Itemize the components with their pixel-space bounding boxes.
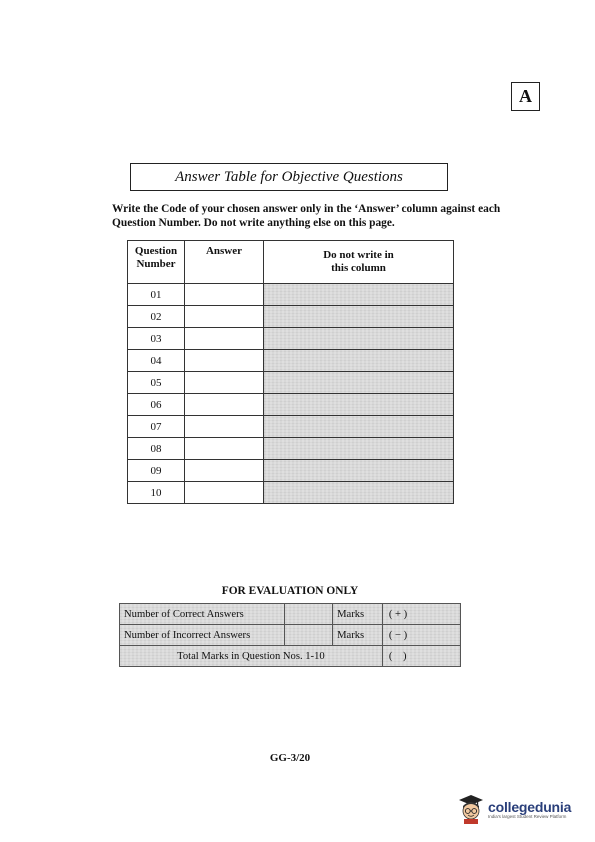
table-row	[128, 394, 454, 416]
shaded-examiner-cell	[264, 394, 454, 416]
answer-cell[interactable]	[185, 350, 264, 372]
shaded-examiner-cell	[264, 416, 454, 438]
table-row	[128, 306, 454, 328]
instructions-text: Write the Code of your chosen answer only in the ‘Answer’ column against each Question Number. Do not write anything else on this page.	[112, 203, 501, 229]
correct-answers-count-cell[interactable]	[285, 604, 333, 625]
question-number-cell: 06	[128, 394, 185, 416]
table-row	[128, 284, 454, 306]
shaded-examiner-cell	[264, 328, 454, 350]
graduate-mascot-icon	[458, 794, 484, 824]
table-row	[128, 350, 454, 372]
total-marks-row	[120, 646, 461, 667]
answer-cell[interactable]	[185, 328, 264, 350]
question-number-cell: 03	[128, 328, 185, 350]
answer-cell[interactable]	[185, 306, 264, 328]
question-number-cell: 09	[128, 460, 185, 482]
question-number-cell: 05	[128, 372, 185, 394]
page-title: Answer Table for Objective Questions	[130, 163, 448, 191]
table-row	[128, 482, 454, 504]
total-marks-cell[interactable]: ( )	[382, 646, 460, 667]
total-marks-label: Total Marks in Question Nos. 1-10	[120, 646, 383, 667]
question-number-cell: 07	[128, 416, 185, 438]
collegedunia-logo	[458, 794, 571, 824]
shaded-examiner-cell	[264, 284, 454, 306]
do-not-write-header: Do not write in this column	[264, 241, 454, 284]
correct-answers-row	[120, 604, 461, 625]
correct-answers-label: Number of Correct Answers	[120, 604, 285, 625]
question-number-cell: 10	[128, 482, 185, 504]
correct-marks-label: Marks	[333, 604, 383, 625]
incorrect-answers-count-cell[interactable]	[285, 625, 333, 646]
shaded-examiner-cell	[264, 460, 454, 482]
shaded-examiner-cell	[264, 482, 454, 504]
shaded-examiner-cell	[264, 372, 454, 394]
shaded-examiner-cell	[264, 350, 454, 372]
evaluation-heading: FOR EVALUATION ONLY	[221, 585, 359, 597]
incorrect-marks-label: Marks	[333, 625, 383, 646]
evaluation-table	[119, 603, 461, 667]
question-number-cell: 04	[128, 350, 185, 372]
answer-header: Answer	[185, 241, 264, 284]
logo-tagline: India's largest Student Review Platform	[488, 814, 567, 819]
question-number-cell: 01	[128, 284, 185, 306]
paper-set-code: A	[511, 82, 540, 111]
minus-marks-cell[interactable]: ( − )	[382, 625, 460, 646]
table-row	[128, 438, 454, 460]
question-number-header: Question Number	[128, 241, 185, 284]
answer-table	[127, 240, 454, 504]
answer-cell[interactable]	[185, 482, 264, 504]
answer-cell[interactable]	[185, 284, 264, 306]
answer-cell[interactable]	[185, 438, 264, 460]
incorrect-answers-row	[120, 625, 461, 646]
answer-cell[interactable]	[185, 460, 264, 482]
answer-cell[interactable]	[185, 394, 264, 416]
question-number-cell: 02	[128, 306, 185, 328]
logo-name: collegedunia	[488, 799, 572, 815]
answer-cell[interactable]	[185, 372, 264, 394]
incorrect-answers-label: Number of Incorrect Answers	[120, 625, 285, 646]
question-number-cell: 08	[128, 438, 185, 460]
page-code: GG-3/20	[269, 752, 311, 764]
answer-cell[interactable]	[185, 416, 264, 438]
shaded-examiner-cell	[264, 306, 454, 328]
table-row	[128, 372, 454, 394]
shaded-examiner-cell	[264, 438, 454, 460]
table-row	[128, 460, 454, 482]
plus-marks-cell[interactable]: ( + )	[382, 604, 460, 625]
table-row	[128, 328, 454, 350]
table-row	[128, 416, 454, 438]
